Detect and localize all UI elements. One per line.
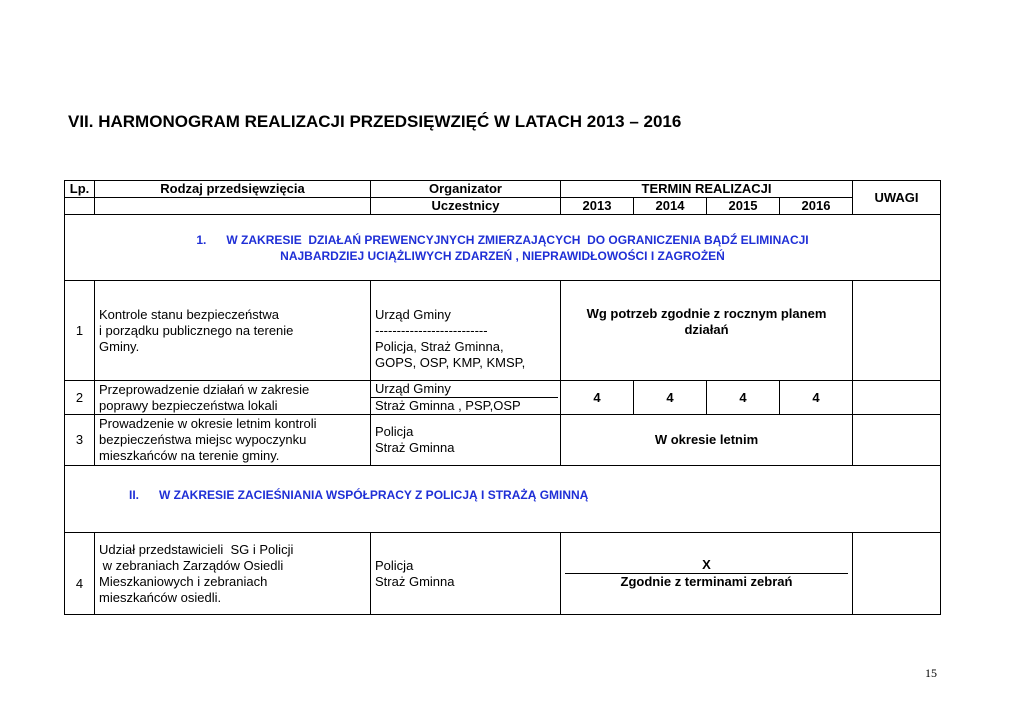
- header-year-2016: 2016: [780, 198, 853, 215]
- row-lp: 1: [65, 281, 95, 381]
- header-empty-cell: [65, 198, 95, 215]
- row-rodzaj: [95, 415, 371, 466]
- row-text-line: Gminy.: [99, 338, 140, 354]
- row-organizator-bottom: Straż Gminna , PSP,OSP: [375, 398, 521, 413]
- page-title: VII. HARMONOGRAM REALIZACJI PRZEDSIĘWZIĘĆ W LATACH 2013 – 2016: [68, 112, 682, 131]
- header-year-2013: 2013: [561, 198, 634, 215]
- row-termin: [561, 281, 853, 381]
- row-uwagi: [853, 281, 941, 381]
- header-uwagi: UWAGI: [853, 181, 941, 215]
- row-organizator: [371, 381, 561, 415]
- row-text-line: Przeprowadzenie działań w zakresie: [99, 381, 310, 397]
- header-row: [65, 181, 941, 198]
- row-lp: 2: [65, 381, 95, 415]
- row-text-line: Policja: [375, 424, 414, 439]
- schedule-table: [64, 180, 941, 615]
- table-row-2: [65, 381, 941, 415]
- row-text-line: mieszkańców osiedli.: [99, 589, 222, 605]
- row-text-line: Policja, Straż Gminna,: [375, 338, 504, 354]
- header-lp: Lp.: [65, 181, 95, 198]
- row-value-2016: 4: [780, 381, 853, 415]
- row-text-line: Kontrole stanu bezpieczeństwa: [99, 306, 279, 322]
- row-text-line: Prowadzenie w okresie letnim kontroli: [99, 416, 317, 431]
- row-value-2015: 4: [707, 381, 780, 415]
- row-text-line: w zebraniach Zarządów Osiedli: [99, 557, 284, 573]
- row-termin-top: X: [565, 557, 848, 574]
- row-lp: 4: [65, 533, 95, 615]
- row-text-line: Straż Gminna: [375, 573, 455, 589]
- section-heading-2: [65, 466, 941, 533]
- row-uwagi: [853, 381, 941, 415]
- section-line: II. W ZAKRESIE ZACIEŚNIANIA WSPÓŁPRACY Z POLICJĄ I STRAŻĄ GMINNĄ: [129, 488, 589, 502]
- row-text-line: mieszkańców na terenie gminy.: [99, 448, 280, 463]
- header-year-2014: 2014: [634, 198, 707, 215]
- row-text-line: Udział przedstawicieli SG i Policji: [99, 541, 294, 557]
- row-text-line: Straż Gminna: [375, 440, 455, 455]
- row-rodzaj: [95, 533, 371, 615]
- row-text-line: GOPS, OSP, KMP, KMSP,: [375, 354, 526, 370]
- row-organizator: [371, 415, 561, 466]
- section-line: 1. W ZAKRESIE DZIAŁAŃ PREWENCYJNYCH ZMIERZAJĄCYCH DO OGRANICZENIA BĄDŹ ELIMINACJI: [196, 232, 809, 247]
- row-lp: 3: [65, 415, 95, 466]
- row-organizator: [371, 533, 561, 615]
- row-text-line: --------------------------: [375, 322, 488, 338]
- row-termin: W okresie letnim: [561, 415, 853, 466]
- row-text-line: Mieszkaniowych i zebraniach: [99, 573, 268, 589]
- section-line: NAJBARDZIEJ UCIĄŻLIWYCH ZDARZEŃ , NIEPRAWIDŁOWOŚCI I ZAGROŻEŃ: [280, 248, 725, 263]
- row-text-line: Wg potrzeb zgodnie z rocznym planem: [586, 305, 827, 321]
- row-rodzaj: [95, 281, 371, 381]
- header-year-2015: 2015: [707, 198, 780, 215]
- row-text-line: poprawy bezpieczeństwa lokali: [99, 397, 278, 413]
- header-row-2: [65, 198, 941, 215]
- section-heading-1: [65, 215, 941, 281]
- row-text-line: Urząd Gminy: [375, 306, 451, 322]
- table-row-3: [65, 415, 941, 466]
- header-termin: TERMIN REALIZACJI: [561, 181, 853, 198]
- row-organizator: [371, 281, 561, 381]
- section-row-1: [65, 215, 941, 281]
- row-rodzaj: [95, 381, 371, 415]
- row-organizator-top: Urząd Gminy: [371, 381, 558, 398]
- row-value-2014: 4: [634, 381, 707, 415]
- header-uczestnicy: Uczestnicy: [371, 198, 561, 215]
- table-row-4: [65, 533, 941, 615]
- row-termin-bottom: Zgodnie z terminami zebrań: [620, 574, 793, 589]
- section-row-2: [65, 466, 941, 533]
- row-text-line: działań: [684, 321, 729, 337]
- row-text-line: i porządku publicznego na terenie: [99, 322, 294, 338]
- header-organizator: Organizator: [371, 181, 561, 198]
- page-number: 15: [925, 666, 937, 680]
- row-text-line: bezpieczeństwa miejsc wypoczynku: [99, 432, 307, 447]
- row-uwagi: [853, 415, 941, 466]
- row-termin: [561, 533, 853, 615]
- row-text-line: Policja: [375, 557, 414, 573]
- table-row-1: [65, 281, 941, 381]
- row-uwagi: [853, 533, 941, 615]
- header-empty-cell: [95, 198, 371, 215]
- header-rodzaj: Rodzaj przedsięwzięcia: [95, 181, 371, 198]
- row-value-2013: 4: [561, 381, 634, 415]
